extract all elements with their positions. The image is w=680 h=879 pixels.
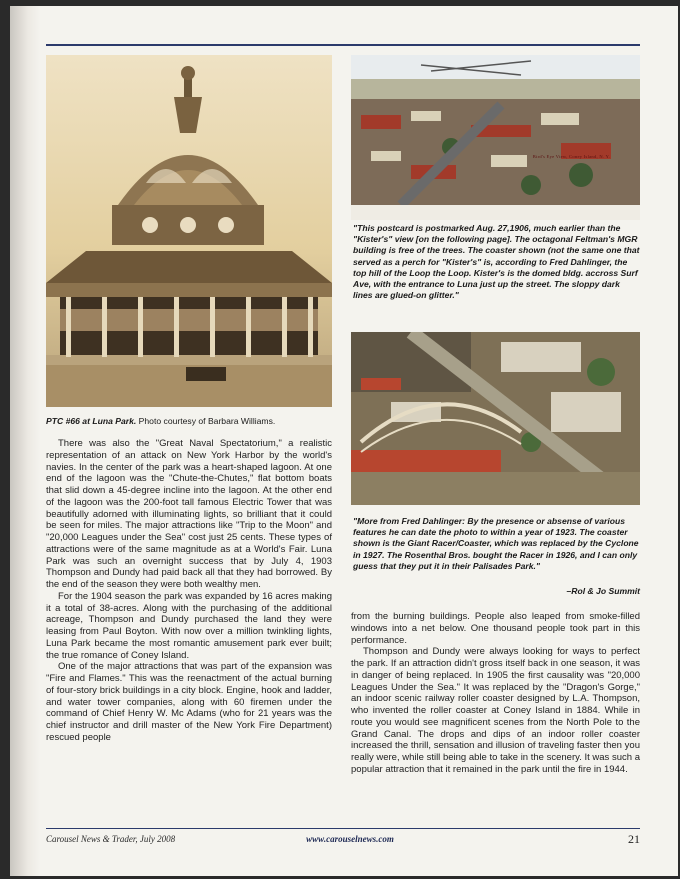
footer-publication: Carousel News & Trader, July 2008 bbox=[46, 834, 176, 844]
caption-author-credit: –Rol & Jo Summit bbox=[566, 586, 640, 596]
page-number: 21 bbox=[628, 832, 640, 846]
postcard-printed-title: Bird's Eye View, Coney Island, N. Y. bbox=[532, 154, 610, 159]
paragraph: One of the major attractions that was part of the expansion was "Fire and Flames." This was the reenactment of the actual burning of four-story brick buildings in a city block. Engine, hook and ladder, and water tower companies, along with 60 firemen under the command of Chief Henry W. Mc Adams (who for 21 years was the chief instructor and drill master of the New York Fire Department) rescued people bbox=[46, 661, 332, 743]
top-rule bbox=[46, 44, 640, 46]
paragraph: Thompson and Dundy were always looking for ways to perfect the park. If an attraction didn't gross itself back in one season, it was in danger of being replaced. In 1905 the first causality was "20,000 Leagues Under the Sea." It was replaced by the "Dragon's Gorge," an indoor scenic railway roller coaster designed by L.A. Thompson, who invented the roller coaster at Coney Island in 1884. While in route you would see magnificent scenes from the North Pole to the Grand Canal. The drops and dips of an indoor roller coaster increased the thrill, sensation and illusion of traveling faster then you really were, while still being able to take in the scenery. It was such a popular attraction that it remained in the park until the fire in 1944. bbox=[351, 646, 640, 775]
coaster-illustration bbox=[351, 332, 640, 505]
article-column-right bbox=[351, 611, 640, 776]
photo-caption bbox=[46, 416, 336, 427]
coaster-caption: "More from Fred Dahlinger: By the presence or absense of various features he can date the photo to within a year of 1923. The coaster shown is the Giant Racer/Coaster, which was replaced by the Cyclone in 1927. The Rosenthal Bros. bought the Racer in 1926, and I can only guess that they put it in their Palisades Park." bbox=[353, 516, 639, 571]
postcard-birds-eye-view bbox=[351, 55, 640, 220]
footer-website-link[interactable]: www.carouselnews.com bbox=[306, 834, 394, 844]
page-spine-shadow bbox=[10, 6, 40, 876]
photo-caption-lead: PTC #66 at Luna Park. bbox=[46, 416, 137, 426]
article-column-left bbox=[46, 438, 332, 744]
giant-racer-coaster-photo bbox=[351, 332, 640, 505]
paragraph: For the 1904 season the park was expanded by 16 acres making it a total of 38-acres. Along with the purchasing of the additional acreage, Thompson and Dundy purchased the land they were leasing from Paul Boyton. With now over a million twinkling lights, Luna Park became the most romantic amusement park ever built; the true romance of Coney Island. bbox=[46, 590, 332, 661]
postcard-caption: "This postcard is postmarked Aug. 27,1906, much earlier than the "Kister's" view [on the following page]. The octagonal Feltman's MGR building is free of the trees. The coaster shown (not the same one that served as a perch for "Kister's" is, according to Fred Dahlinger, the top hill of the Loop the Loop. Kister's is the domed bldg. accross Surf Ave, with the entrance to Luna just up the street. The sloppy dark lines are glued-on glitter." bbox=[353, 223, 640, 301]
photo-caption-credit: Photo courtesy of Barbara Williams. bbox=[138, 416, 276, 426]
paragraph: There was also the "Great Naval Spectatorium," a realistic representation of an attack on New York Harbor by the world's navies. In the center of the park was a heart-shaped lagoon. At one end of the lagoon was the "Chute-the-Chutes," flat bottom boats that slid down a 45-degree incline into the lagoon. At the other end of the lagoon was the 200-foot tall famous Electric Tower that was beautifully adorned with illuminating lights, so brilliant that it could be seen for miles. The major attractions like "Trip to the Moon" and "20,000 Leagues under the Sea" cost just 25 cents. These types of attractions were of the same magnitude as at a World's Fair. Luna Park was such an overnight success that by July 4, 1903 Thompson and Dundy had paid back all that they had borrowed. By the end of the season they were both wealthy men. bbox=[46, 438, 332, 590]
paragraph: from the burning buildings. People also leaped from smoke-filled windows into a net below. One thousand people took part in this performance. bbox=[351, 611, 640, 646]
carousel-pavilion-illustration bbox=[46, 55, 332, 407]
carousel-pavilion-photo bbox=[46, 55, 332, 407]
postcard-illustration bbox=[351, 55, 640, 220]
footer-rule bbox=[46, 828, 640, 829]
